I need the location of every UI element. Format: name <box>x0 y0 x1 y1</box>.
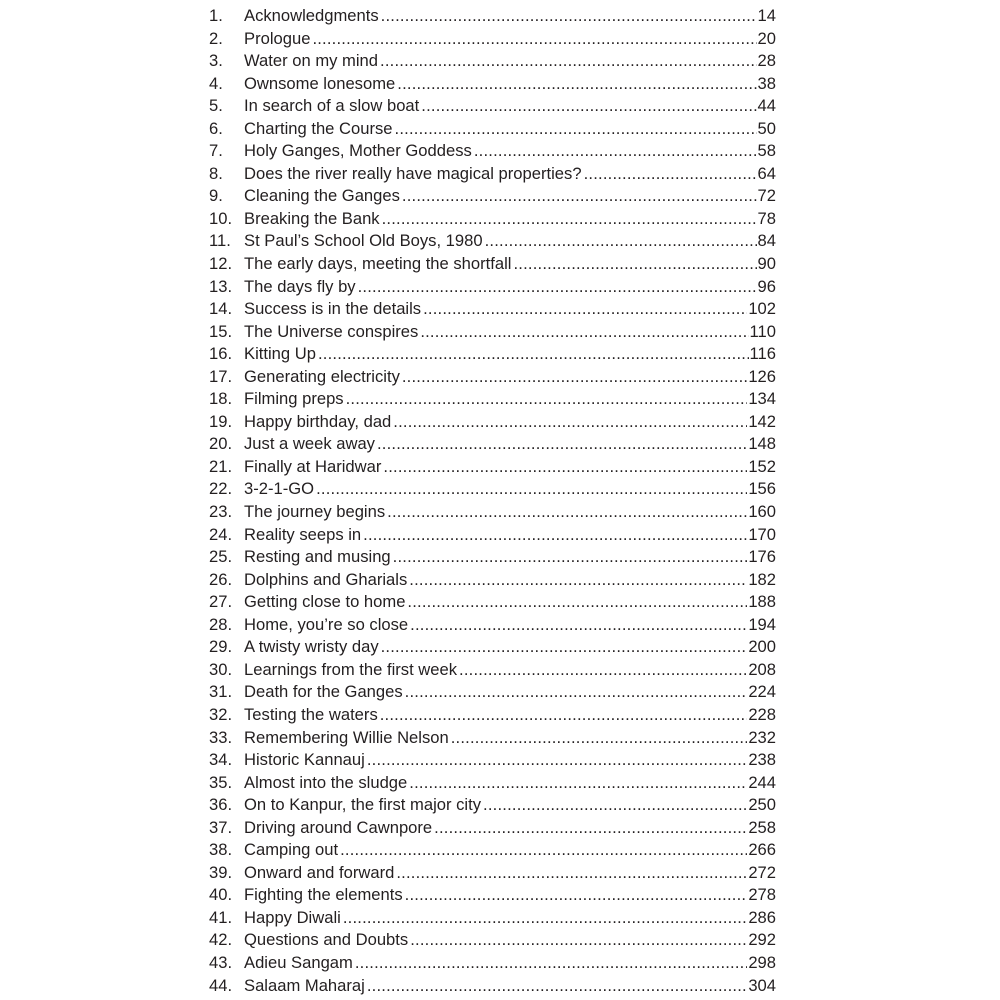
dot-leader <box>380 50 757 73</box>
chapter-title: Cleaning the Ganges <box>244 186 400 206</box>
dot-leader <box>459 659 747 682</box>
page-number: 304 <box>748 975 776 995</box>
chapter-number: 4. <box>209 73 223 93</box>
toc-entry <box>209 794 776 817</box>
chapter-number: 42. <box>209 930 233 950</box>
toc-entry <box>209 681 776 704</box>
toc-entry <box>209 591 776 614</box>
dot-leader <box>402 185 757 208</box>
chapter-number: 8. <box>209 163 223 183</box>
chapter-number: 19. <box>209 411 233 431</box>
page-number: 78 <box>757 208 776 228</box>
chapter-number: 40. <box>209 885 233 905</box>
chapter-title: Generating electricity <box>244 366 400 386</box>
page-number: 156 <box>748 479 776 499</box>
chapter-title: The Universe conspires <box>244 321 419 341</box>
chapter-title: Home, you’re so close <box>244 614 409 634</box>
chapter-title: Happy birthday, dad <box>244 411 392 431</box>
chapter-number: 38. <box>209 840 233 860</box>
chapter-title: Remembering Willie Nelson <box>244 727 449 747</box>
dot-leader <box>405 681 748 704</box>
toc-entry <box>209 817 776 840</box>
chapter-number: 9. <box>209 186 223 206</box>
dot-leader <box>318 343 749 366</box>
dot-leader <box>402 366 747 389</box>
toc-entry <box>209 366 776 389</box>
chapter-number: 43. <box>209 952 233 972</box>
chapter-title: Getting close to home <box>244 592 406 612</box>
chapter-number: 27. <box>209 592 233 612</box>
chapter-number: 5. <box>209 96 223 116</box>
chapter-title: Water on my mind <box>244 51 379 71</box>
toc-entry <box>209 727 776 750</box>
chapter-title: The days fly by <box>244 276 356 296</box>
chapter-number: 35. <box>209 772 233 792</box>
toc-entry <box>209 862 776 885</box>
chapter-number: 17. <box>209 366 233 386</box>
toc-entry <box>209 163 776 186</box>
toc-entry <box>209 524 776 547</box>
toc-entry <box>209 343 776 366</box>
toc-entry <box>209 772 776 795</box>
chapter-title: St Paul’s School Old Boys, 1980 <box>244 231 483 251</box>
chapter-number: 6. <box>209 118 223 138</box>
page-number: 278 <box>748 885 776 905</box>
chapter-title: Questions and Doubts <box>244 930 409 950</box>
toc-entry <box>209 929 776 952</box>
chapter-number: 1. <box>209 6 223 25</box>
toc-entry <box>209 50 776 73</box>
page-number: 84 <box>757 231 776 251</box>
toc-entry <box>209 975 776 998</box>
chapter-title: Dolphins and Gharials <box>244 569 408 589</box>
toc-entry <box>209 478 776 501</box>
chapter-number: 15. <box>209 321 233 341</box>
page-number: 152 <box>748 456 776 476</box>
dot-leader <box>397 73 756 96</box>
page-number: 50 <box>757 118 776 138</box>
page-number: 224 <box>748 682 776 702</box>
toc-entry <box>209 5 776 28</box>
chapter-number: 11. <box>209 231 231 251</box>
chapter-number: 18. <box>209 389 233 409</box>
chapter-number: 28. <box>209 614 233 634</box>
toc-entry <box>209 907 776 930</box>
page-number: 148 <box>748 434 776 454</box>
dot-leader <box>381 636 748 659</box>
toc-entry <box>209 185 776 208</box>
dot-leader <box>410 929 747 952</box>
chapter-number: 14. <box>209 299 233 319</box>
chapter-number: 3. <box>209 51 223 71</box>
page-number: 102 <box>748 299 776 319</box>
page-number: 90 <box>757 254 776 274</box>
toc-entry <box>209 456 776 479</box>
dot-leader <box>363 524 747 547</box>
chapter-title: Does the river really have magical properties? <box>244 163 582 183</box>
chapter-title: Charting the Course <box>244 118 393 138</box>
chapter-number: 31. <box>209 682 233 702</box>
chapter-number: 21. <box>209 456 233 476</box>
dot-leader <box>343 907 747 930</box>
dot-leader <box>420 321 748 344</box>
dot-leader <box>409 772 747 795</box>
page-number: 58 <box>757 141 776 161</box>
chapter-number: 25. <box>209 547 233 567</box>
dot-leader <box>355 952 747 975</box>
chapter-title: Salaam Maharaj <box>244 975 365 995</box>
toc-entry <box>209 546 776 569</box>
chapter-number: 37. <box>209 817 233 837</box>
page-number: 228 <box>748 704 776 724</box>
chapter-title: Acknowledgments <box>244 6 379 25</box>
chapter-title: Finally at Haridwar <box>244 456 382 476</box>
page-number: 244 <box>748 772 776 792</box>
toc-entry <box>209 614 776 637</box>
toc-entry <box>209 276 776 299</box>
chapter-title: The journey begins <box>244 502 386 522</box>
chapter-number: 36. <box>209 795 233 815</box>
chapter-title: Just a week away <box>244 434 375 454</box>
chapter-number: 10. <box>209 208 233 228</box>
toc-entry <box>209 952 776 975</box>
chapter-title: Happy Diwali <box>244 907 341 927</box>
chapter-number: 22. <box>209 479 233 499</box>
chapter-number: 30. <box>209 659 233 679</box>
page-number: 182 <box>748 569 776 589</box>
chapter-title: Testing the waters <box>244 704 378 724</box>
dot-leader <box>423 298 747 321</box>
toc-entry <box>209 749 776 772</box>
chapter-number: 23. <box>209 502 233 522</box>
dot-leader <box>513 253 756 276</box>
toc-entry <box>209 411 776 434</box>
dot-leader <box>393 546 748 569</box>
page-number: 250 <box>748 795 776 815</box>
toc-entry <box>209 73 776 96</box>
page-number: 96 <box>757 276 776 296</box>
page-number: 170 <box>748 524 776 544</box>
dot-leader <box>380 704 748 727</box>
dot-leader <box>395 118 757 141</box>
chapter-title: Camping out <box>244 840 339 860</box>
chapter-number: 12. <box>209 254 233 274</box>
chapter-title: Holy Ganges, Mother Goddess <box>244 141 472 161</box>
page-number: 286 <box>748 907 776 927</box>
table-of-contents <box>209 5 776 997</box>
chapter-title: Resting and musing <box>244 547 391 567</box>
page-number: 116 <box>749 344 776 364</box>
chapter-title: Breaking the Bank <box>244 208 380 228</box>
page-number: 232 <box>748 727 776 747</box>
chapter-title: Success is in the details <box>244 299 422 319</box>
page-number: 194 <box>748 614 776 634</box>
dot-leader <box>367 975 747 998</box>
chapter-number: 44. <box>209 975 233 995</box>
chapter-number: 20. <box>209 434 233 454</box>
page-number: 160 <box>748 502 776 522</box>
chapter-title: Onward and forward <box>244 862 395 882</box>
chapter-title: Historic Kannauj <box>244 750 365 770</box>
page-number: 176 <box>748 547 776 567</box>
chapter-title: The early days, meeting the shortfall <box>244 254 512 274</box>
page-number: 298 <box>748 952 776 972</box>
chapter-title: 3-2-1-GO <box>244 479 315 499</box>
chapter-number: 7. <box>209 141 223 161</box>
dot-leader <box>407 591 747 614</box>
toc-entry <box>209 704 776 727</box>
toc-entry <box>209 253 776 276</box>
chapter-number: 41. <box>209 907 233 927</box>
chapter-title: In search of a slow boat <box>244 96 420 116</box>
dot-leader <box>383 456 747 479</box>
page-number: 44 <box>757 96 776 116</box>
chapter-number: 26. <box>209 569 233 589</box>
chapter-number: 29. <box>209 637 233 657</box>
chapter-title: Ownsome lonesome <box>244 73 396 93</box>
toc-entry <box>209 569 776 592</box>
dot-leader <box>405 884 748 907</box>
chapter-number: 34. <box>209 750 233 770</box>
toc-entry <box>209 839 776 862</box>
toc-entry <box>209 140 776 163</box>
page-number: 110 <box>749 321 776 341</box>
dot-leader <box>393 411 747 434</box>
chapter-number: 16. <box>209 344 233 364</box>
chapter-title: Learnings from the first week <box>244 659 458 679</box>
page-number: 14 <box>757 6 776 25</box>
dot-leader <box>410 614 747 637</box>
chapter-number: 2. <box>209 28 223 48</box>
chapter-title: Almost into the sludge <box>244 772 408 792</box>
chapter-title: Death for the Ganges <box>244 682 403 702</box>
page-number: 266 <box>748 840 776 860</box>
dot-leader <box>421 95 756 118</box>
dot-leader <box>346 388 748 411</box>
chapter-title: Fighting the elements <box>244 885 403 905</box>
toc-entry <box>209 230 776 253</box>
toc-entry <box>209 433 776 456</box>
chapter-title: Filming preps <box>244 389 344 409</box>
dot-leader <box>340 839 747 862</box>
chapter-title: Driving around Cawnpore <box>244 817 433 837</box>
page-number: 134 <box>748 389 776 409</box>
page-number: 238 <box>748 750 776 770</box>
page-number: 272 <box>748 862 776 882</box>
toc-entry <box>209 636 776 659</box>
dot-leader <box>483 794 747 817</box>
toc-entry <box>209 884 776 907</box>
dot-leader <box>396 862 747 885</box>
page-number: 258 <box>748 817 776 837</box>
dot-leader <box>358 276 757 299</box>
page-number: 38 <box>757 73 776 93</box>
toc-entry <box>209 501 776 524</box>
toc-entry <box>209 208 776 231</box>
page-number: 64 <box>757 163 776 183</box>
chapter-number: 24. <box>209 524 233 544</box>
chapter-title: Adieu Sangam <box>244 952 353 972</box>
toc-entry <box>209 28 776 51</box>
chapter-number: 13. <box>209 276 233 296</box>
dot-leader <box>485 230 757 253</box>
dot-leader <box>434 817 747 840</box>
chapter-number: 32. <box>209 704 233 724</box>
chapter-number: 39. <box>209 862 233 882</box>
chapter-number: 33. <box>209 727 233 747</box>
dot-leader <box>382 208 757 231</box>
chapter-title: Reality seeps in <box>244 524 362 544</box>
dot-leader <box>451 727 748 750</box>
toc-entry <box>209 321 776 344</box>
page-number: 188 <box>748 592 776 612</box>
dot-leader <box>312 28 756 51</box>
chapter-title: Kitting Up <box>244 344 316 364</box>
toc-entry <box>209 388 776 411</box>
dot-leader <box>387 501 747 524</box>
dot-leader <box>367 749 747 772</box>
page-number: 292 <box>748 930 776 950</box>
page-number: 28 <box>757 51 776 71</box>
dot-leader <box>409 569 747 592</box>
toc-entry <box>209 659 776 682</box>
page-number: 208 <box>748 659 776 679</box>
page-number: 126 <box>748 366 776 386</box>
dot-leader <box>316 478 747 501</box>
toc-entry <box>209 298 776 321</box>
toc-entry <box>209 118 776 141</box>
dot-leader <box>377 433 747 456</box>
chapter-title: A twisty wristy day <box>244 637 379 657</box>
dot-leader <box>381 5 757 28</box>
chapter-title: On to Kanpur, the first major city <box>244 795 482 815</box>
dot-leader <box>474 140 757 163</box>
page-number: 20 <box>757 28 776 48</box>
page-number: 72 <box>757 186 776 206</box>
page-number: 200 <box>748 637 776 657</box>
page-number: 142 <box>748 411 776 431</box>
dot-leader <box>584 163 757 186</box>
toc-entry <box>209 95 776 118</box>
chapter-title: Prologue <box>244 28 311 48</box>
